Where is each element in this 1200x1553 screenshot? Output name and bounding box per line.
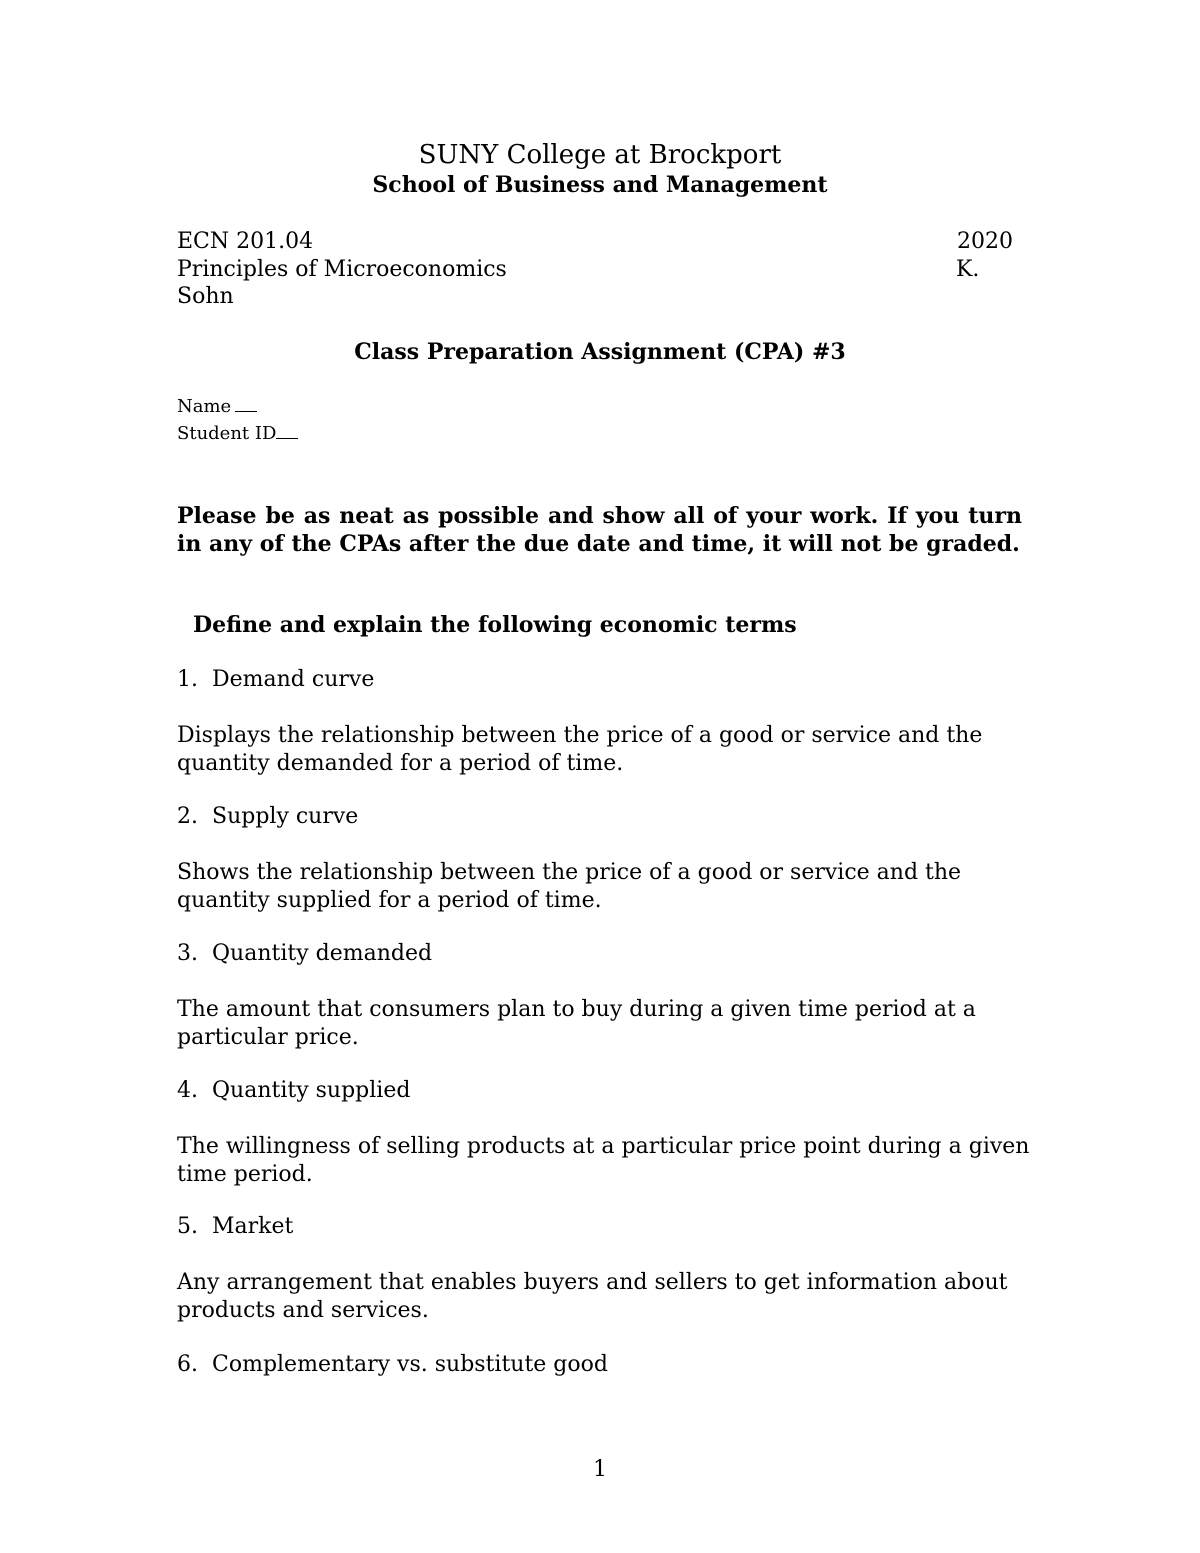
course-name: Principles of Microeconomics [177, 257, 507, 282]
term-number: 4. [177, 1078, 198, 1103]
name-blank[interactable] [235, 397, 257, 412]
term-answer: The willingness of selling products at a particular price point during a given time period. [177, 1134, 1030, 1187]
name-field [177, 396, 257, 417]
course-code: ECN 201.04 [177, 229, 314, 254]
term-label: Quantity demanded [212, 941, 433, 966]
term-number: 2. [177, 804, 198, 829]
term-label: Supply curve [212, 804, 359, 829]
student-id-blank[interactable] [276, 424, 298, 439]
term-item [177, 804, 358, 829]
term-answer: Any arrangement that enables buyers and sellers to get information about products and services. [177, 1270, 1008, 1323]
student-id-label: Student ID [177, 423, 277, 444]
term-number: 3. [177, 941, 198, 966]
student-id-field [177, 423, 298, 444]
term-item [177, 1078, 410, 1103]
instructor-surname: Sohn [177, 284, 234, 309]
term-answer: Shows the relationship between the price of a good or service and the quantity supplied for a period of time. [177, 860, 962, 913]
term-number: 5. [177, 1214, 198, 1239]
school-subtitle: School of Business and Management [372, 172, 828, 198]
instructions: Please be as neat as possible and show all of your work. If you turn in any of the CPAs after the due date and time, it will not be graded. [177, 503, 1022, 557]
institution-title: SUNY College at Brockport [418, 140, 782, 170]
term-item [177, 1214, 293, 1239]
term-number: 6. [177, 1352, 198, 1377]
section-heading: Define and explain the following economic terms [193, 612, 797, 638]
term-label: Demand curve [212, 667, 375, 692]
term-number: 1. [177, 667, 198, 692]
term-answer: Displays the relationship between the price of a good or service and the quantity demanded for a period of time. [177, 723, 983, 776]
page-number: 1 [593, 1457, 607, 1482]
course-year: 2020 [957, 229, 1013, 254]
term-item [177, 667, 374, 692]
term-label: Market [212, 1214, 294, 1239]
instructor-initial: K. [956, 257, 980, 282]
assignment-title: Class Preparation Assignment (CPA) #3 [354, 339, 846, 365]
term-item [177, 941, 432, 966]
term-label: Complementary vs. substitute good [212, 1352, 608, 1377]
name-label: Name [177, 396, 232, 417]
term-answer: The amount that consumers plan to buy during a given time period at a particular price. [177, 997, 976, 1050]
term-label: Quantity supplied [212, 1078, 411, 1103]
term-item [177, 1352, 608, 1377]
